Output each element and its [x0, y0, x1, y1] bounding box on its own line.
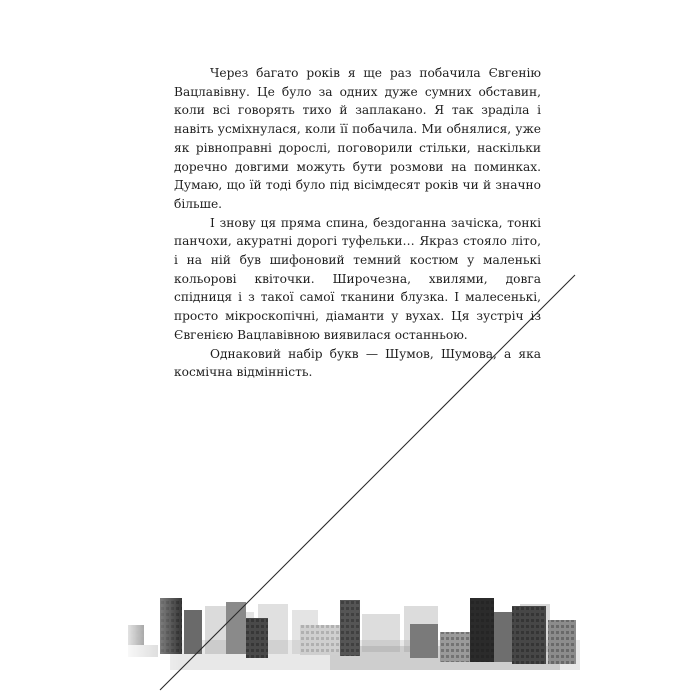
fade-overlay	[120, 590, 180, 670]
paragraph-2: І знову ця пряма спина, бездоганна зачіска, тонкі панчохи, акуратні дорогі туфельки… Якраз стояло літо, і на ній був шифоновий темний костюм у маленькі кольорові квіточки. Широчезна, хвилями, довга спідниця і з такої самої тканини блузка. І малесенькі, просто мікроскопічні, діаманти у вухах. Ця зустріч із Євгенією Вацлавівною виявилася останньою.	[174, 215, 541, 342]
paragraph-3: Однаковий набір букв — Шумов, Шумова, а яка космічна відмінність.	[174, 346, 541, 380]
paragraph-1: Через багато років я ще раз побачила Євгенію Вацлавівну. Це було за одних дуже сумних обставин, коли всі говорять тихо й заплакано. Я так зраділа і навіть усміхнулася, коли її побачила. Ми обнялися, уже як рівноправні дорослі, поговорили стільки, наскільки доречно довгими можуть бути розмови на поминках. Думаю, що їй тоді було під вісімдесят років чи й значно більше.	[174, 66, 541, 211]
